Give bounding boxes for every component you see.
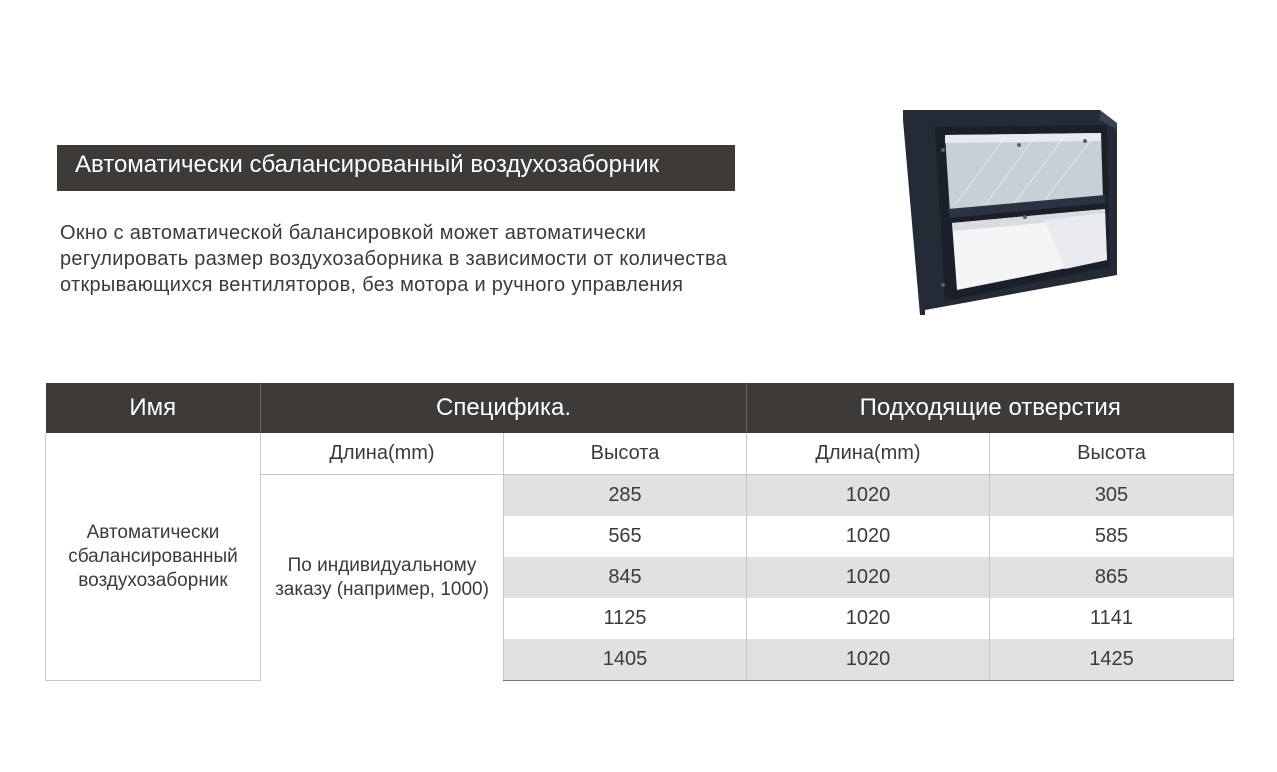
- opening-height-cell: 305: [990, 475, 1234, 517]
- opening-length-cell: 1020: [747, 516, 990, 557]
- opening-height-cell: 865: [990, 557, 1234, 598]
- subheader-opening-length: Длина(mm): [747, 433, 990, 475]
- subheader-spec-length: Длина(mm): [261, 433, 504, 475]
- subheader-opening-height: Высота: [990, 433, 1234, 475]
- dimensions-table-container: [45, 383, 1233, 681]
- spec-height-cell: 845: [504, 557, 747, 598]
- product-name-cell: Автоматически сбалансированный воздухозаборник: [46, 433, 261, 681]
- spec-height-cell: 1405: [504, 639, 747, 681]
- spec-height-cell: 1125: [504, 598, 747, 639]
- spec-height-cell: 285: [504, 475, 747, 517]
- header-spec: Специфика.: [261, 383, 747, 433]
- dimensions-table: [45, 383, 1234, 681]
- custom-order-note: По индивидуальному заказу (например, 1000): [261, 475, 504, 681]
- subheader-spec-height: Высота: [504, 433, 747, 475]
- header-name: Имя: [46, 383, 261, 433]
- product-description: Окно с автоматической балансировкой может автоматически регулировать размер воздухозаборника в зависимости от количества открывающихся вентиляторов, без мотора и ручного управления: [60, 222, 728, 296]
- page-title: Автоматически сбалансированный воздухозаборник: [57, 145, 735, 191]
- opening-height-cell: 1141: [990, 598, 1234, 639]
- opening-length-cell: 1020: [747, 475, 990, 517]
- product-photo: [895, 105, 1125, 320]
- opening-length-cell: 1020: [747, 557, 990, 598]
- opening-length-cell: 1020: [747, 598, 990, 639]
- opening-height-cell: 1425: [990, 639, 1234, 681]
- opening-length-cell: 1020: [747, 639, 990, 681]
- spec-height-cell: 565: [504, 516, 747, 557]
- opening-height-cell: 585: [990, 516, 1234, 557]
- header-openings: Подходящие отверстия: [747, 383, 1234, 433]
